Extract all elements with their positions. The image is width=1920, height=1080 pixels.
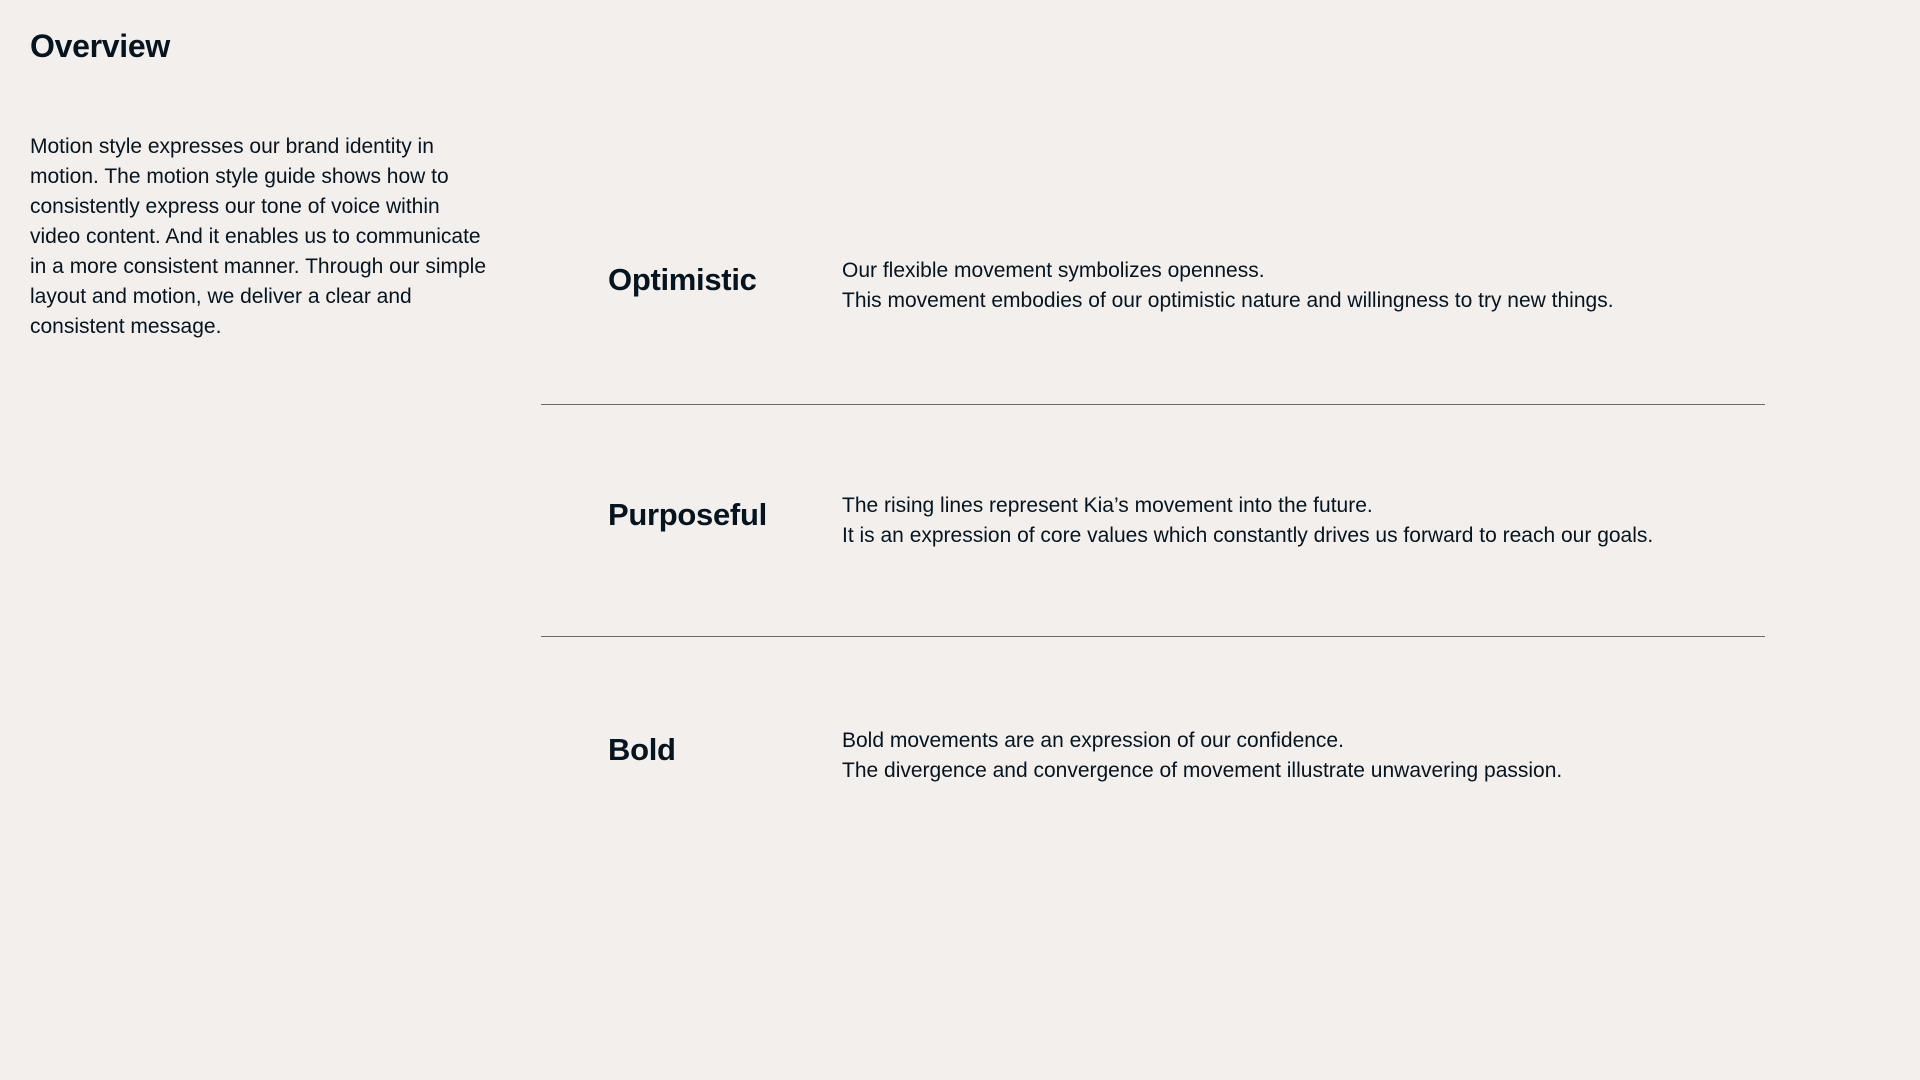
principle-description-line: It is an expression of core values which constantly drives us forward to reach our goals. (842, 524, 1654, 547)
divider (541, 636, 1765, 637)
overview-description: Motion style expresses our brand identity in motion. The motion style guide shows how to consistently express our tone of voice within video content. And it enables us to communicate in a more consistent manner. Through our simple layout and motion, we deliver a clear and consistent message. (30, 135, 487, 338)
principle-description-line: Our flexible movement symbolizes openness. (842, 259, 1265, 282)
principle-description-line: This movement embodies of our optimistic nature and willingness to try new things. (842, 289, 1614, 312)
principle-description-line: Bold movements are an expression of our confidence. (842, 729, 1344, 752)
principle-name: Bold (608, 732, 676, 767)
principle-description (842, 726, 1742, 786)
principle-description-line: The rising lines represent Kia’s movement into the future. (842, 494, 1373, 517)
divider (541, 404, 1765, 405)
page-title: Overview (30, 28, 170, 64)
principle-name: Optimistic (608, 262, 757, 297)
principle-description (842, 256, 1742, 316)
principle-name: Purposeful (608, 497, 767, 532)
principle-description-line: The divergence and convergence of movement illustrate unwavering passion. (842, 759, 1563, 782)
principle-description (842, 491, 1742, 551)
